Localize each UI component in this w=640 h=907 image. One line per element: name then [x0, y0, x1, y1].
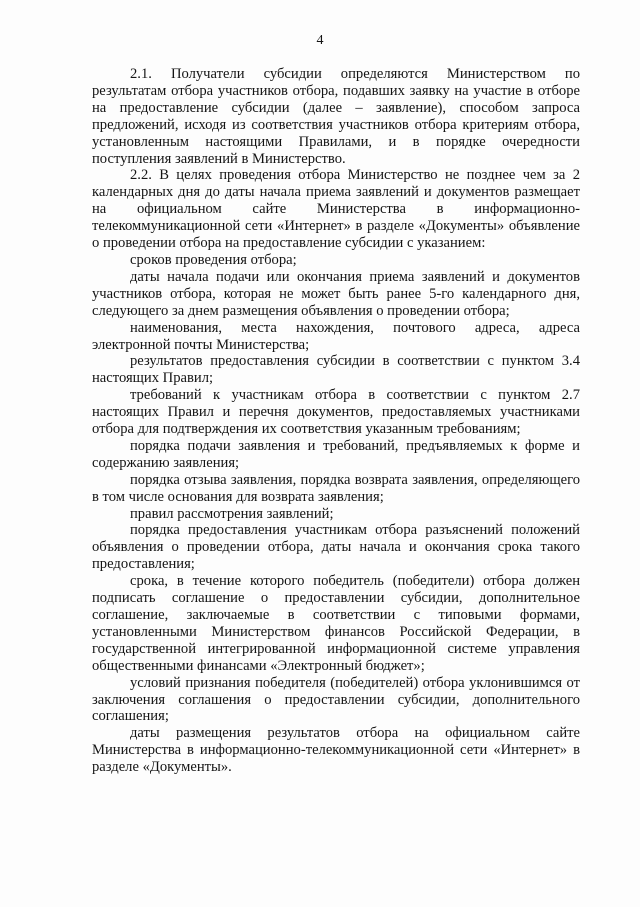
- paragraph-2-1: 2.1. Получатели субсидии определяются Министерством по результатам отбора участников отбора, подавших заявку на участие в отборе на предоставление субсидии (далее – заявление), способом запроса предложений, исходя из соответствия участников отбора критериям отбора, установленным настоящими Правилами, и в порядке очередности поступления заявлений в Министерство.: [92, 66, 580, 167]
- list-item-application-procedure: порядка подачи заявления и требований, предъявляемых к форме и содержанию заявления;: [92, 437, 580, 471]
- list-item-selection-terms: сроков проведения отбора;: [130, 251, 297, 268]
- list-item-participant-requirements: требований к участникам отбора в соответствии с пунктом 2.7 настоящих Правил и перечня документов, предоставляемых участниками отбора для подтверждения их соответствия указанным требованиям;: [92, 387, 580, 438]
- list-item-application-dates: даты начала подачи или окончания приема заявлений и документов участников отбора, которая не может быть ранее 5-го календарного дня, следующего за днем размещения объявления о проведении отбора;: [92, 268, 580, 319]
- list-item-subsidy-results: результатов предоставления субсидии в соответствии с пунктом 3.4 настоящих Правил;: [92, 353, 580, 387]
- list-item-clarification-procedure: порядка предоставления участникам отбора разъяснений положений объявления о проведении отбора, даты начала и окончания срока такого предоставления;: [92, 522, 580, 573]
- list-item-withdrawal-procedure: порядка отзыва заявления, порядка возврата заявления, определяющего в том числе основания для возврата заявления;: [92, 471, 580, 505]
- page-number: 4: [316, 33, 324, 48]
- paragraph-2-2: 2.2. В целях проведения отбора Министерство не позднее чем за 2 календарных дня до даты начала приема заявлений и документов размещает на официальном сайте Министерства в информационно-телекоммуникационной сети «Интернет» в разделе «Документы» объявление о проведении отбора на предоставление субсидии с указанием:: [92, 167, 580, 252]
- list-item-ministry-contacts: наименования, места нахождения, почтового адреса, адреса электронной почты Министерства;: [92, 319, 580, 353]
- list-item-review-rules: правил рассмотрения заявлений;: [130, 505, 334, 522]
- list-item-agreement-signing-term: срока, в течение которого победитель (победители) отбора должен подписать соглашение о предоставлении субсидии, дополнительное соглашение, заключаемые в соответствии с типовыми формами, установленными Министерством финансов Российской Федерации, в государственной интегрированной информационной системе управления общественными финансами «Электронный бюджет»;: [92, 573, 580, 674]
- list-item-evasion-conditions: условий признания победителя (победителей) отбора уклонившимся от заключения соглашения о предоставлении субсидии, дополнительного соглашения;: [92, 674, 580, 725]
- document-body: [92, 66, 580, 776]
- list-item-results-publication-date: даты размещения результатов отбора на официальном сайте Министерства в информационно-телекоммуникационной сети «Интернет» в разделе «Документы».: [92, 725, 580, 776]
